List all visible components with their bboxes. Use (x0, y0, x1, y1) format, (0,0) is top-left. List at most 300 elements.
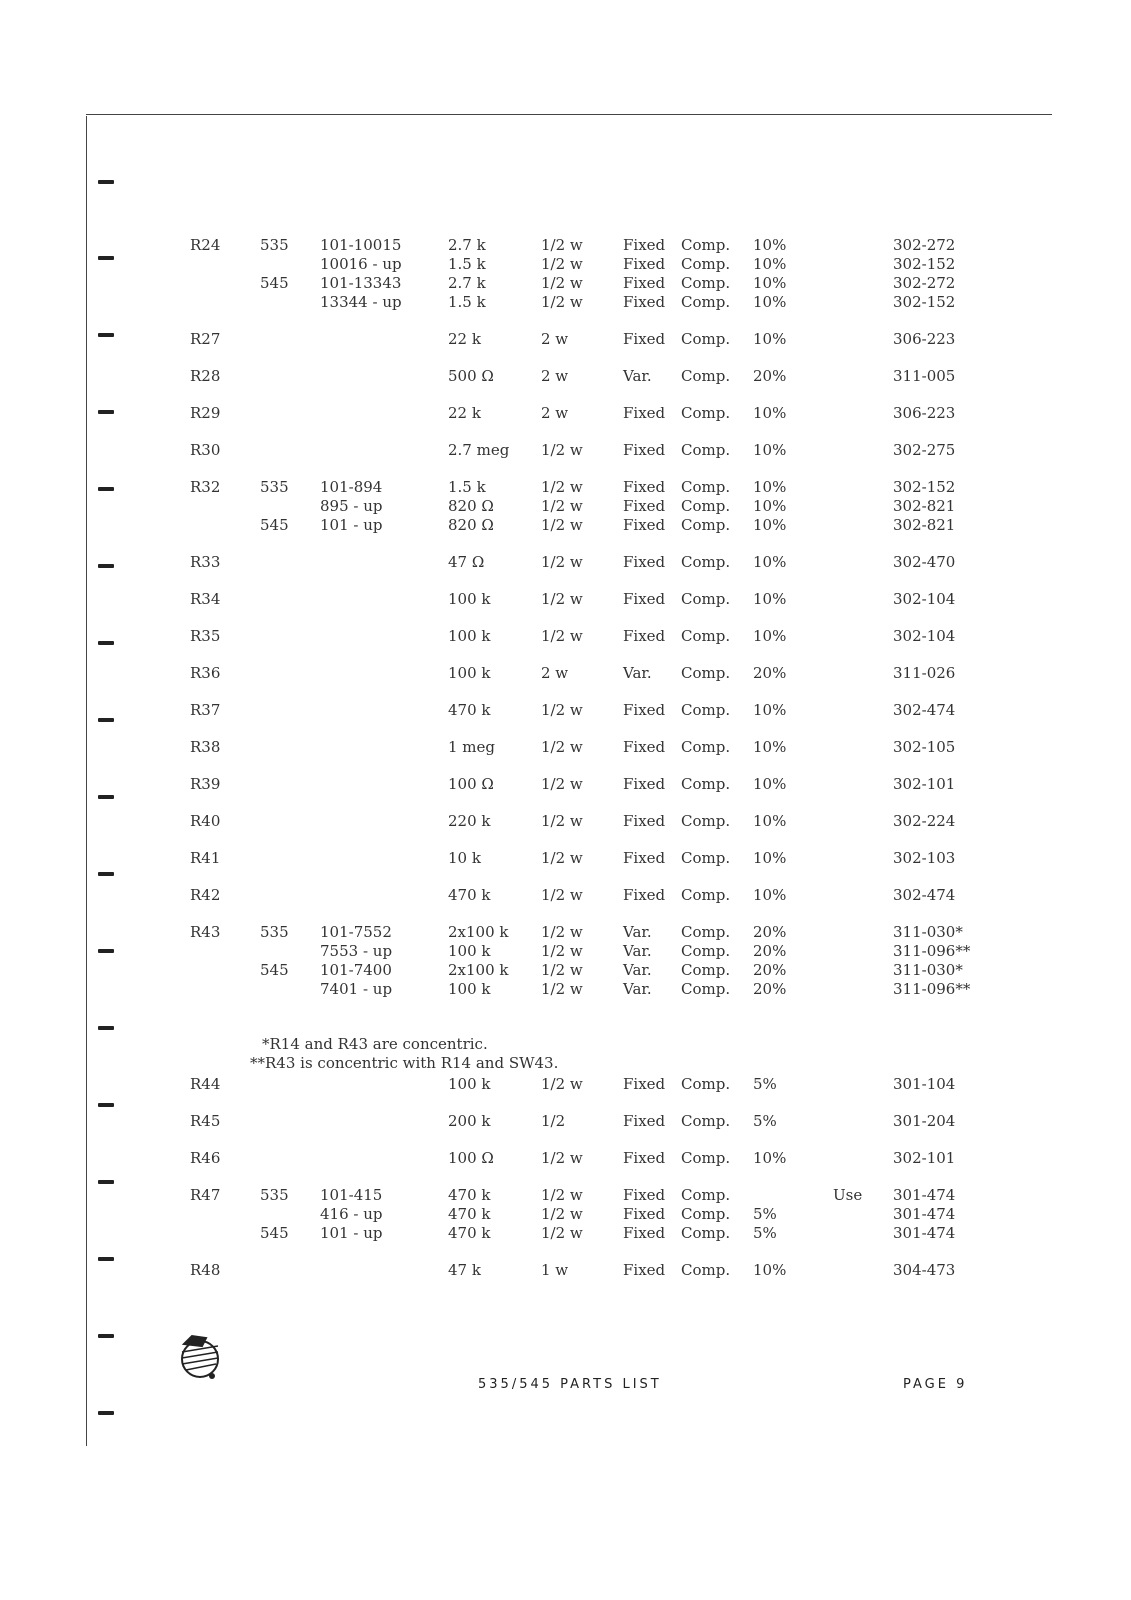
wattage: 1/2 w (541, 701, 583, 719)
part-entry (0, 627, 1131, 646)
wattage: 1/2 w (541, 923, 583, 941)
resistor-type: Fixed (623, 849, 666, 867)
reference-designator: R38 (190, 738, 221, 756)
part-number: 302-272 (893, 236, 956, 254)
reference-designator: R46 (190, 1149, 221, 1167)
part-number: 302-821 (893, 497, 956, 515)
part-number: 302-101 (893, 775, 956, 793)
wattage: 1/2 w (541, 274, 583, 292)
part-number: 302-275 (893, 441, 956, 459)
resistance-value: 470 k (448, 886, 491, 904)
part-line (0, 441, 1131, 460)
wattage: 1/2 w (541, 478, 583, 496)
part-number: 302-105 (893, 738, 956, 756)
reference-designator: R48 (190, 1261, 221, 1279)
wattage: 1/2 w (541, 980, 583, 998)
part-entry (0, 553, 1131, 572)
reference-designator: R30 (190, 441, 221, 459)
serial-range: 101-7400 (320, 961, 392, 979)
tolerance: 10% (753, 478, 787, 496)
part-entry (0, 923, 1131, 999)
part-line (0, 516, 1131, 535)
resistance-value: 100 k (448, 627, 491, 645)
resistor-type: Fixed (623, 516, 666, 534)
part-number: 301-204 (893, 1112, 956, 1130)
material: Comp. (681, 441, 731, 459)
model-number: 535 (260, 236, 289, 254)
serial-range: 101-10015 (320, 236, 402, 254)
resistor-type: Fixed (623, 255, 666, 273)
part-number: 302-224 (893, 812, 956, 830)
wattage: 1/2 w (541, 627, 583, 645)
resistance-value: 2x100 k (448, 961, 509, 979)
material: Comp. (681, 553, 731, 571)
tolerance: 10% (753, 274, 787, 292)
part-entry (0, 330, 1131, 349)
wattage: 1/2 w (541, 961, 583, 979)
resistor-type: Fixed (623, 1224, 666, 1242)
part-line (0, 497, 1131, 516)
part-line (0, 1224, 1131, 1243)
material: Comp. (681, 849, 731, 867)
part-number: 306-223 (893, 404, 956, 422)
wattage: 1/2 w (541, 255, 583, 273)
part-entry (0, 738, 1131, 757)
part-number: 311-030* (893, 961, 963, 979)
material: Comp. (681, 775, 731, 793)
material: Comp. (681, 1224, 731, 1242)
part-line (0, 293, 1131, 312)
wattage: 1/2 w (541, 236, 583, 254)
tektronix-logo (172, 1332, 228, 1382)
wattage: 1/2 w (541, 1149, 583, 1167)
part-number: 311-005 (893, 367, 956, 385)
tolerance: 10% (753, 236, 787, 254)
resistance-value: 22 k (448, 404, 481, 422)
resistor-type: Fixed (623, 886, 666, 904)
part-entry (0, 404, 1131, 423)
resistor-type: Fixed (623, 236, 666, 254)
part-entry (0, 886, 1131, 905)
page-number: PAGE 9 (903, 1377, 968, 1392)
reference-designator: R39 (190, 775, 221, 793)
resistance-value: 470 k (448, 701, 491, 719)
serial-range: 895 - up (320, 497, 383, 515)
resistance-value: 100 k (448, 980, 491, 998)
footnote: **R43 is concentric with R14 and SW43. (250, 1054, 559, 1072)
tolerance: 10% (753, 812, 787, 830)
reference-designator: R45 (190, 1112, 221, 1130)
material: Comp. (681, 293, 731, 311)
part-entry (0, 664, 1131, 683)
resistance-value: 470 k (448, 1205, 491, 1223)
model-number: 535 (260, 923, 289, 941)
resistance-value: 1.5 k (448, 255, 486, 273)
material: Comp. (681, 942, 731, 960)
reference-designator: R44 (190, 1075, 221, 1093)
part-line (0, 961, 1131, 980)
model-number: 545 (260, 1224, 289, 1242)
model-number: 545 (260, 961, 289, 979)
tolerance: 10% (753, 590, 787, 608)
part-line (0, 330, 1131, 349)
resistor-type: Fixed (623, 1261, 666, 1279)
wattage: 1/2 w (541, 497, 583, 515)
part-line (0, 980, 1131, 999)
part-number: 302-470 (893, 553, 956, 571)
wattage: 1/2 w (541, 553, 583, 571)
material: Comp. (681, 664, 731, 682)
resistor-type: Fixed (623, 478, 666, 496)
tolerance: 20% (753, 980, 787, 998)
reference-designator: R35 (190, 627, 221, 645)
resistor-type: Fixed (623, 1112, 666, 1130)
binding-tick (98, 1334, 114, 1338)
part-entry (0, 1112, 1131, 1131)
model-number: 545 (260, 516, 289, 534)
part-line (0, 553, 1131, 572)
resistance-value: 10 k (448, 849, 481, 867)
part-line (0, 849, 1131, 868)
part-entry (0, 441, 1131, 460)
parts-table (0, 236, 1131, 1298)
part-entry (0, 478, 1131, 535)
material: Comp. (681, 516, 731, 534)
reference-designator: R32 (190, 478, 221, 496)
part-number: 311-026 (893, 664, 956, 682)
binding-tick (98, 1411, 114, 1415)
part-number: 302-474 (893, 701, 956, 719)
tolerance: 10% (753, 293, 787, 311)
part-line (0, 775, 1131, 794)
serial-range: 13344 - up (320, 293, 402, 311)
tolerance: 10% (753, 404, 787, 422)
part-line (0, 590, 1131, 609)
tolerance: 5% (753, 1112, 777, 1130)
part-number: 302-474 (893, 886, 956, 904)
part-number: 301-474 (893, 1224, 956, 1242)
reference-designator: R42 (190, 886, 221, 904)
wattage: 1/2 w (541, 849, 583, 867)
serial-range: 101-894 (320, 478, 383, 496)
wattage: 1/2 w (541, 1186, 583, 1204)
part-number: 302-821 (893, 516, 956, 534)
part-entry (0, 812, 1131, 831)
resistance-value: 2.7 meg (448, 441, 510, 459)
resistor-type: Var. (623, 923, 652, 941)
resistor-type: Fixed (623, 1149, 666, 1167)
wattage: 1/2 w (541, 1075, 583, 1093)
resistance-value: 100 k (448, 942, 491, 960)
tolerance: 20% (753, 961, 787, 979)
part-entry (0, 1149, 1131, 1168)
reference-designator: R36 (190, 664, 221, 682)
wattage: 1/2 w (541, 1224, 583, 1242)
resistor-type: Fixed (623, 497, 666, 515)
resistance-value: 47 Ω (448, 553, 485, 571)
material: Comp. (681, 1149, 731, 1167)
material: Comp. (681, 1205, 731, 1223)
resistance-value: 100 k (448, 1075, 491, 1093)
tolerance: 10% (753, 441, 787, 459)
tolerance: 10% (753, 1261, 787, 1279)
reference-designator: R40 (190, 812, 221, 830)
part-line (0, 627, 1131, 646)
part-line (0, 701, 1131, 720)
reference-designator: R29 (190, 404, 221, 422)
part-number: 302-152 (893, 293, 956, 311)
resistor-type: Fixed (623, 1205, 666, 1223)
tolerance: 10% (753, 738, 787, 756)
material: Comp. (681, 886, 731, 904)
reference-designator: R37 (190, 701, 221, 719)
wattage: 1/2 w (541, 942, 583, 960)
material: Comp. (681, 478, 731, 496)
material: Comp. (681, 1186, 731, 1204)
part-line (0, 923, 1131, 942)
part-number: 302-101 (893, 1149, 956, 1167)
resistor-type: Fixed (623, 1186, 666, 1204)
tolerance: 10% (753, 330, 787, 348)
tolerance: 5% (753, 1075, 777, 1093)
part-line (0, 255, 1131, 274)
reference-designator: R41 (190, 849, 221, 867)
material: Comp. (681, 1261, 731, 1279)
resistor-type: Fixed (623, 330, 666, 348)
resistance-value: 1 meg (448, 738, 496, 756)
part-line (0, 1186, 1131, 1205)
wattage: 2 w (541, 367, 569, 385)
resistor-type: Var. (623, 961, 652, 979)
part-entry (0, 367, 1131, 386)
binding-tick (98, 180, 114, 184)
material: Comp. (681, 236, 731, 254)
resistor-type: Var. (623, 942, 652, 960)
tolerance: 20% (753, 664, 787, 682)
tolerance: 20% (753, 942, 787, 960)
wattage: 1/2 w (541, 590, 583, 608)
tolerance: 5% (753, 1205, 777, 1223)
wattage: 1 w (541, 1261, 569, 1279)
reference-designator: R27 (190, 330, 221, 348)
part-line (0, 942, 1131, 961)
part-entry (0, 1075, 1131, 1094)
part-number: 311-096** (893, 980, 971, 998)
model-number: 545 (260, 274, 289, 292)
footer-title: 535/545 PARTS LIST (478, 1377, 662, 1392)
resistance-value: 47 k (448, 1261, 481, 1279)
footnote: *R14 and R43 are concentric. (262, 1035, 488, 1053)
resistance-value: 820 Ω (448, 497, 494, 515)
reference-designator: R47 (190, 1186, 221, 1204)
material: Comp. (681, 367, 731, 385)
part-entry (0, 236, 1131, 312)
resistance-value: 2.7 k (448, 274, 486, 292)
tolerance: 10% (753, 255, 787, 273)
resistance-value: 100 Ω (448, 1149, 494, 1167)
serial-range: 10016 - up (320, 255, 402, 273)
model-number: 535 (260, 1186, 289, 1204)
part-number: 301-474 (893, 1205, 956, 1223)
resistor-type: Fixed (623, 812, 666, 830)
part-entry (0, 701, 1131, 720)
part-line (0, 236, 1131, 255)
wattage: 1/2 (541, 1112, 566, 1130)
wattage: 1/2 w (541, 886, 583, 904)
part-line (0, 274, 1131, 293)
serial-range: 101-13343 (320, 274, 402, 292)
part-line (0, 738, 1131, 757)
resistance-value: 100 k (448, 590, 491, 608)
part-number: 301-474 (893, 1186, 956, 1204)
material: Comp. (681, 627, 731, 645)
resistance-value: 220 k (448, 812, 491, 830)
tolerance: 10% (753, 497, 787, 515)
resistor-type: Var. (623, 664, 652, 682)
serial-range: 101 - up (320, 1224, 383, 1242)
tolerance: 10% (753, 627, 787, 645)
tolerance: 10% (753, 886, 787, 904)
part-number: 301-104 (893, 1075, 956, 1093)
tolerance: 20% (753, 923, 787, 941)
tolerance: 10% (753, 775, 787, 793)
resistance-value: 100 k (448, 664, 491, 682)
wattage: 1/2 w (541, 1205, 583, 1223)
part-line (0, 404, 1131, 423)
resistor-type: Fixed (623, 553, 666, 571)
resistance-value: 200 k (448, 1112, 491, 1130)
part-number: 302-152 (893, 478, 956, 496)
part-entry (0, 849, 1131, 868)
part-number: 311-030* (893, 923, 963, 941)
part-line (0, 1261, 1131, 1280)
model-number: 535 (260, 478, 289, 496)
resistance-value: 2.7 k (448, 236, 486, 254)
reference-designator: R33 (190, 553, 221, 571)
resistance-value: 2x100 k (448, 923, 509, 941)
tolerance: 10% (753, 553, 787, 571)
serial-range: 101-7552 (320, 923, 392, 941)
material: Comp. (681, 923, 731, 941)
part-number: 302-272 (893, 274, 956, 292)
resistor-type: Fixed (623, 274, 666, 292)
resistance-value: 470 k (448, 1186, 491, 1204)
part-line (0, 1149, 1131, 1168)
material: Comp. (681, 738, 731, 756)
material: Comp. (681, 497, 731, 515)
resistor-type: Fixed (623, 293, 666, 311)
reference-designator: R34 (190, 590, 221, 608)
part-number: 302-104 (893, 590, 956, 608)
resistance-value: 100 Ω (448, 775, 494, 793)
tolerance: 20% (753, 367, 787, 385)
part-line (0, 664, 1131, 683)
serial-range: 101 - up (320, 516, 383, 534)
material: Comp. (681, 330, 731, 348)
resistor-type: Fixed (623, 738, 666, 756)
part-entry (0, 590, 1131, 609)
material: Comp. (681, 701, 731, 719)
resistance-value: 22 k (448, 330, 481, 348)
top-rule (86, 114, 1052, 115)
part-line (0, 886, 1131, 905)
part-entry (0, 1261, 1131, 1280)
wattage: 1/2 w (541, 516, 583, 534)
resistor-type: Fixed (623, 590, 666, 608)
serial-range: 101-415 (320, 1186, 383, 1204)
wattage: 1/2 w (541, 293, 583, 311)
resistance-value: 820 Ω (448, 516, 494, 534)
material: Comp. (681, 1075, 731, 1093)
part-line (0, 1075, 1131, 1094)
reference-designator: R28 (190, 367, 221, 385)
tolerance: 10% (753, 1149, 787, 1167)
material: Comp. (681, 255, 731, 273)
resistor-type: Var. (623, 980, 652, 998)
wattage: 1/2 w (541, 775, 583, 793)
part-number: 306-223 (893, 330, 956, 348)
wattage: 1/2 w (541, 441, 583, 459)
material: Comp. (681, 274, 731, 292)
part-number: 302-104 (893, 627, 956, 645)
resistance-value: 1.5 k (448, 293, 486, 311)
part-line (0, 1112, 1131, 1131)
serial-range: 7401 - up (320, 980, 393, 998)
wattage: 2 w (541, 330, 569, 348)
material: Comp. (681, 980, 731, 998)
part-number: 302-152 (893, 255, 956, 273)
part-number: 311-096** (893, 942, 971, 960)
wattage: 1/2 w (541, 812, 583, 830)
resistance-value: 470 k (448, 1224, 491, 1242)
part-line (0, 367, 1131, 386)
part-line (0, 1205, 1131, 1224)
resistance-value: 1.5 k (448, 478, 486, 496)
resistor-type: Var. (623, 367, 652, 385)
wattage: 1/2 w (541, 738, 583, 756)
resistor-type: Fixed (623, 627, 666, 645)
reference-designator: R24 (190, 236, 221, 254)
serial-range: 7553 - up (320, 942, 393, 960)
resistor-type: Fixed (623, 775, 666, 793)
wattage: 2 w (541, 664, 569, 682)
part-line (0, 812, 1131, 831)
resistor-type: Fixed (623, 404, 666, 422)
material: Comp. (681, 404, 731, 422)
tolerance: 5% (753, 1224, 777, 1242)
resistor-type: Fixed (623, 1075, 666, 1093)
note: Use (833, 1186, 863, 1204)
part-line (0, 478, 1131, 497)
resistor-type: Fixed (623, 701, 666, 719)
resistance-value: 500 Ω (448, 367, 494, 385)
reference-designator: R43 (190, 923, 221, 941)
resistor-type: Fixed (623, 441, 666, 459)
material: Comp. (681, 812, 731, 830)
tolerance: 10% (753, 516, 787, 534)
material: Comp. (681, 961, 731, 979)
part-number: 302-103 (893, 849, 956, 867)
part-entry (0, 1186, 1131, 1243)
part-entry (0, 775, 1131, 794)
material: Comp. (681, 1112, 731, 1130)
tolerance: 10% (753, 849, 787, 867)
tolerance: 10% (753, 701, 787, 719)
part-number: 304-473 (893, 1261, 956, 1279)
material: Comp. (681, 590, 731, 608)
wattage: 2 w (541, 404, 569, 422)
serial-range: 416 - up (320, 1205, 383, 1223)
